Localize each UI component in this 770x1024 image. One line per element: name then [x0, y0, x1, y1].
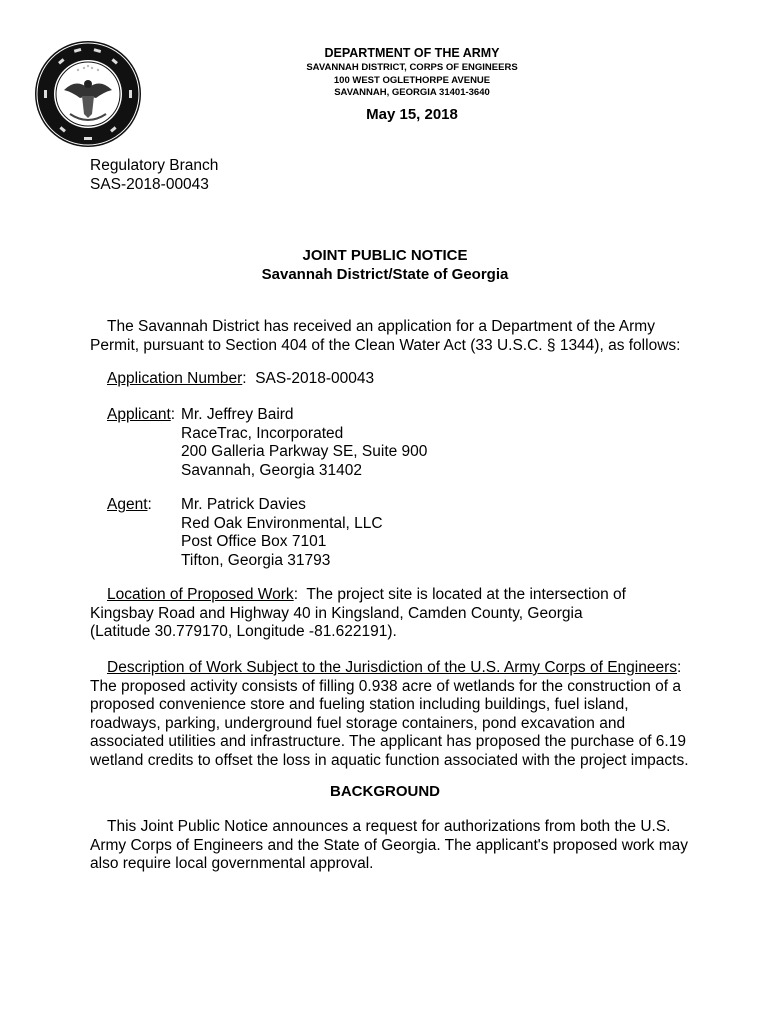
notice-subtitle: Savannah District/State of Georgia	[261, 266, 509, 283]
intro-line: The Savannah District has received an application for a Department of the Army	[107, 318, 655, 335]
notice-title: JOINT PUBLIC NOTICE	[302, 247, 468, 264]
applicant-line: Mr. Jeffrey Baird	[181, 406, 294, 423]
location-text: The project site is located at the intersection of	[298, 586, 626, 603]
agent-line: Red Oak Environmental, LLC	[181, 514, 383, 532]
intro-paragraph	[90, 318, 690, 355]
location-label: Location of Proposed Work	[107, 586, 294, 603]
agent-line: Tifton, Georgia 31793	[181, 551, 331, 569]
notice-date: May 15, 2018	[366, 106, 458, 123]
department-name: DEPARTMENT OF THE ARMY	[324, 46, 500, 60]
description-line: associated utilities and infrastructure. The applicant has proposed the purchase of 6.19	[90, 733, 686, 751]
branch-block	[90, 156, 218, 194]
agent-line: Mr. Patrick Davies	[181, 496, 306, 513]
intro-line: Permit, pursuant to Section 404 of the Clean Water Act (33 U.S.C. § 1344), as follows:	[90, 336, 681, 354]
location-line: Kingsbay Road and Highway 40 in Kingsland, Camden County, Georgia	[90, 604, 583, 622]
agent-label: Agent	[107, 496, 148, 513]
application-number-value: SAS-2018-00043	[255, 370, 375, 387]
agent-line: Post Office Box 7101	[181, 533, 327, 551]
background-line: also require local governmental approval.	[90, 855, 374, 873]
address-line-1: SAVANNAH DISTRICT, CORPS OF ENGINEERS	[306, 62, 518, 73]
application-number: Application Number: SAS-2018-00043	[107, 370, 375, 387]
description-line: The proposed activity consists of filling 0.938 acre of wetlands for the construction of a	[90, 677, 682, 695]
agent-label-wrap: Agent:	[107, 496, 152, 513]
description-label: Description of Work Subject to the Jurisdiction of the U.S. Army Corps of Engineers	[107, 659, 678, 676]
background-heading: BACKGROUND	[330, 783, 440, 800]
applicant-line: 200 Galleria Parkway SE, Suite 900	[181, 443, 428, 461]
application-number-label: Application Number	[107, 370, 243, 387]
dod-seal-icon	[34, 40, 142, 148]
background-paragraph	[90, 818, 690, 874]
address-line-3: SAVANNAH, GEORGIA 31401-3640	[334, 87, 490, 98]
agent-address	[181, 496, 383, 570]
location-paragraph: Location of Proposed Work: The project site is located at the intersection of Kingsbay Road and Highway 40 in Kingsland, Camden County, Georgia (Latitude 30.779170, Longitude -81.622191).	[90, 586, 690, 642]
background-line: This Joint Public Notice announces a request for authorizations from both the U.S.	[107, 818, 671, 835]
branch-name: Regulatory Branch	[90, 157, 219, 174]
background-line: Army Corps of Engineers and the State of Georgia. The applicant's proposed work may	[90, 836, 689, 854]
address-line-2: 100 WEST OGLETHORPE AVENUE	[333, 74, 491, 86]
applicant-address	[181, 406, 427, 480]
district-address	[260, 62, 564, 100]
applicant-label: Applicant	[107, 406, 171, 423]
description-paragraph: Description of Work Subject to the Jurisdiction of the U.S. Army Corps of Engineers: The proposed activity consists of filling 0.938 acre of wetlands for the construction of a proposed convenience store and fueling station including buildings, fuel island, roadways, parking, underground fuel storage containers, pond excavation and associated utilities and infrastructure. The applicant has proposed the purchase of 6.19 wetland credits to offset the loss in aquatic function associated with the project impacts.	[90, 659, 689, 769]
description-line: roadways, parking, underground fuel storage containers, pond excavation and	[90, 714, 626, 732]
applicant-label-wrap: Applicant:	[107, 406, 176, 423]
applicant-line: RaceTrac, Incorporated	[181, 424, 344, 442]
description-line: proposed convenience store and fueling station including buildings, fuel island,	[90, 696, 629, 714]
description-line: wetland credits to offset the loss in aquatic function associated with the project impacts.	[90, 751, 689, 769]
branch-ref: SAS-2018-00043	[90, 176, 209, 193]
location-line: (Latitude 30.779170, Longitude -81.622191).	[90, 623, 397, 641]
applicant-line: Savannah, Georgia 31402	[181, 461, 362, 479]
